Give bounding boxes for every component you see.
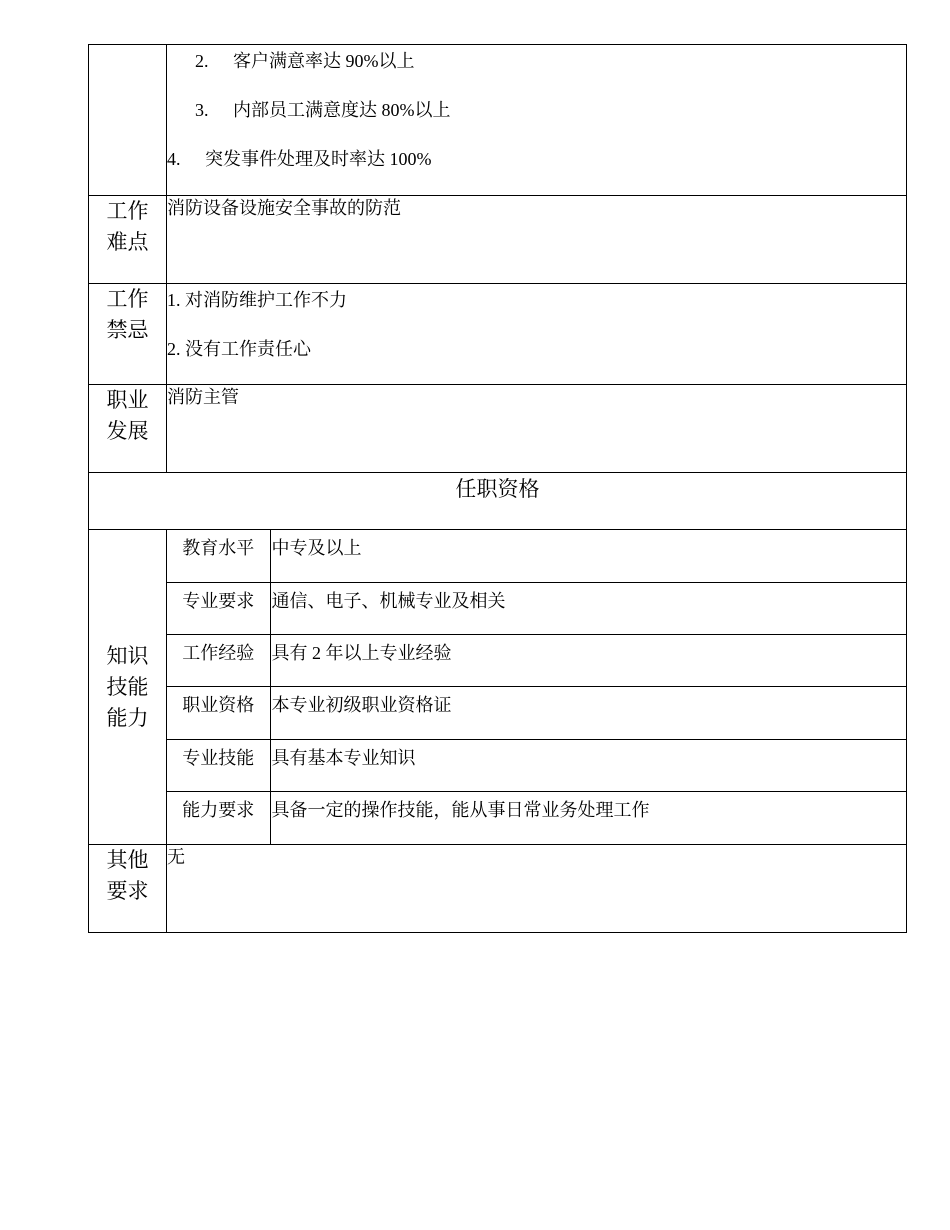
skills-table: [167, 530, 906, 844]
skills-label: [89, 530, 167, 845]
label-line: 知识: [106, 643, 149, 668]
label-line: 能力: [106, 705, 149, 730]
taboo-label: [89, 284, 167, 385]
label-line: 工作: [106, 199, 149, 223]
taboo-row: [89, 284, 907, 385]
skill-value: 具备一定的操作技能，能从事日常业务处理工作: [270, 791, 906, 844]
skill-value: 本专业初级职业资格证: [270, 686, 906, 739]
skill-key: 职业资格: [167, 686, 270, 739]
difficulty-row: [89, 196, 907, 284]
goal-item-number: 2.: [195, 51, 209, 71]
taboo-content-cell: [167, 284, 907, 385]
other-text: 无: [167, 845, 907, 933]
goal-item: [167, 94, 906, 143]
skills-content-cell: [167, 530, 907, 845]
label-line: 要求: [106, 879, 149, 903]
difficulty-text: 消防设备设施安全事故的防范: [167, 196, 907, 284]
goals-content-cell: [167, 45, 907, 196]
table-row: [167, 791, 906, 844]
skill-key: 能力要求: [167, 791, 270, 844]
goal-item-text: 内部员工满意度达 80%以上: [233, 100, 451, 120]
goals-label-cell: [89, 45, 167, 196]
table-row: [167, 686, 906, 739]
qualification-header-row: [89, 473, 907, 530]
goal-item: [167, 45, 906, 94]
goal-item-number: 4.: [167, 149, 181, 169]
goal-item-text: 客户满意率达 90%以上: [233, 51, 415, 71]
table-row: [167, 739, 906, 791]
job-description-table: [88, 44, 907, 933]
label-line: 发展: [106, 419, 149, 443]
skill-key: 工作经验: [167, 634, 270, 686]
skill-key: 教育水平: [167, 530, 270, 582]
label-line: 技能: [106, 674, 149, 699]
label-line: 其他: [106, 848, 149, 872]
label-line: 禁忌: [106, 318, 149, 342]
skill-value: 具有 2 年以上专业经验: [270, 634, 906, 686]
taboo-item: 1. 对消防维护工作不力: [167, 290, 347, 310]
qualification-section-title: 任职资格: [89, 473, 907, 530]
label-line: 工作: [106, 287, 149, 311]
other-row: [89, 845, 907, 933]
table-row: [167, 530, 906, 582]
skill-key: 专业要求: [167, 582, 270, 634]
career-label: [89, 385, 167, 473]
table-row: [167, 582, 906, 634]
difficulty-label: [89, 196, 167, 284]
goal-item-number: 3.: [195, 100, 209, 120]
goals-row: [89, 45, 907, 196]
label-line: 职业: [106, 388, 149, 412]
career-text: 消防主管: [167, 385, 907, 473]
goal-item-text: 突发事件处理及时率达 100%: [205, 149, 432, 169]
goal-item: [167, 143, 906, 192]
skill-value: 通信、电子、机械专业及相关: [270, 582, 906, 634]
career-row: [89, 385, 907, 473]
other-label: [89, 845, 167, 933]
table-row: [167, 634, 906, 686]
skill-key: 专业技能: [167, 739, 270, 791]
skill-value: 中专及以上: [270, 530, 906, 582]
taboo-item: 2. 没有工作责任心: [167, 339, 311, 359]
skills-row: [89, 530, 907, 845]
label-line: 难点: [106, 230, 149, 254]
skill-value: 具有基本专业知识: [270, 739, 906, 791]
